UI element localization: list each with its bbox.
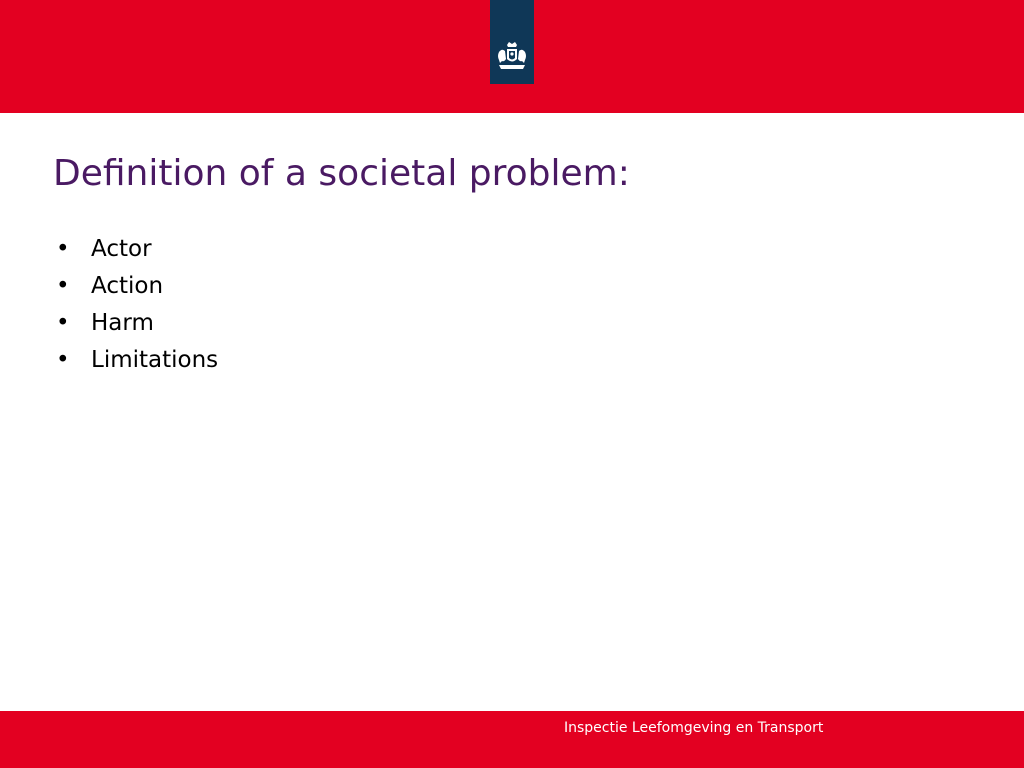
footer-organization-name: Inspectie Leefomgeving en Transport — [564, 720, 824, 736]
bullet-icon: • — [56, 272, 70, 299]
bullet-icon: • — [56, 235, 70, 262]
list-item — [53, 267, 218, 304]
list-item — [53, 341, 218, 378]
footer-band — [0, 711, 1024, 768]
slide-title: Definition of a societal problem: — [53, 153, 630, 194]
list-item — [53, 230, 218, 267]
bullet-text: Actor — [91, 235, 152, 262]
list-item — [53, 304, 218, 341]
bullet-icon: • — [56, 346, 70, 373]
logo-ribbon — [490, 0, 534, 84]
royal-coat-of-arms-icon — [494, 39, 530, 75]
bullet-list — [53, 230, 218, 378]
bullet-text: Limitations — [91, 346, 219, 373]
bullet-text: Action — [91, 272, 164, 299]
bullet-text: Harm — [91, 309, 154, 336]
bullet-icon: • — [56, 309, 70, 336]
